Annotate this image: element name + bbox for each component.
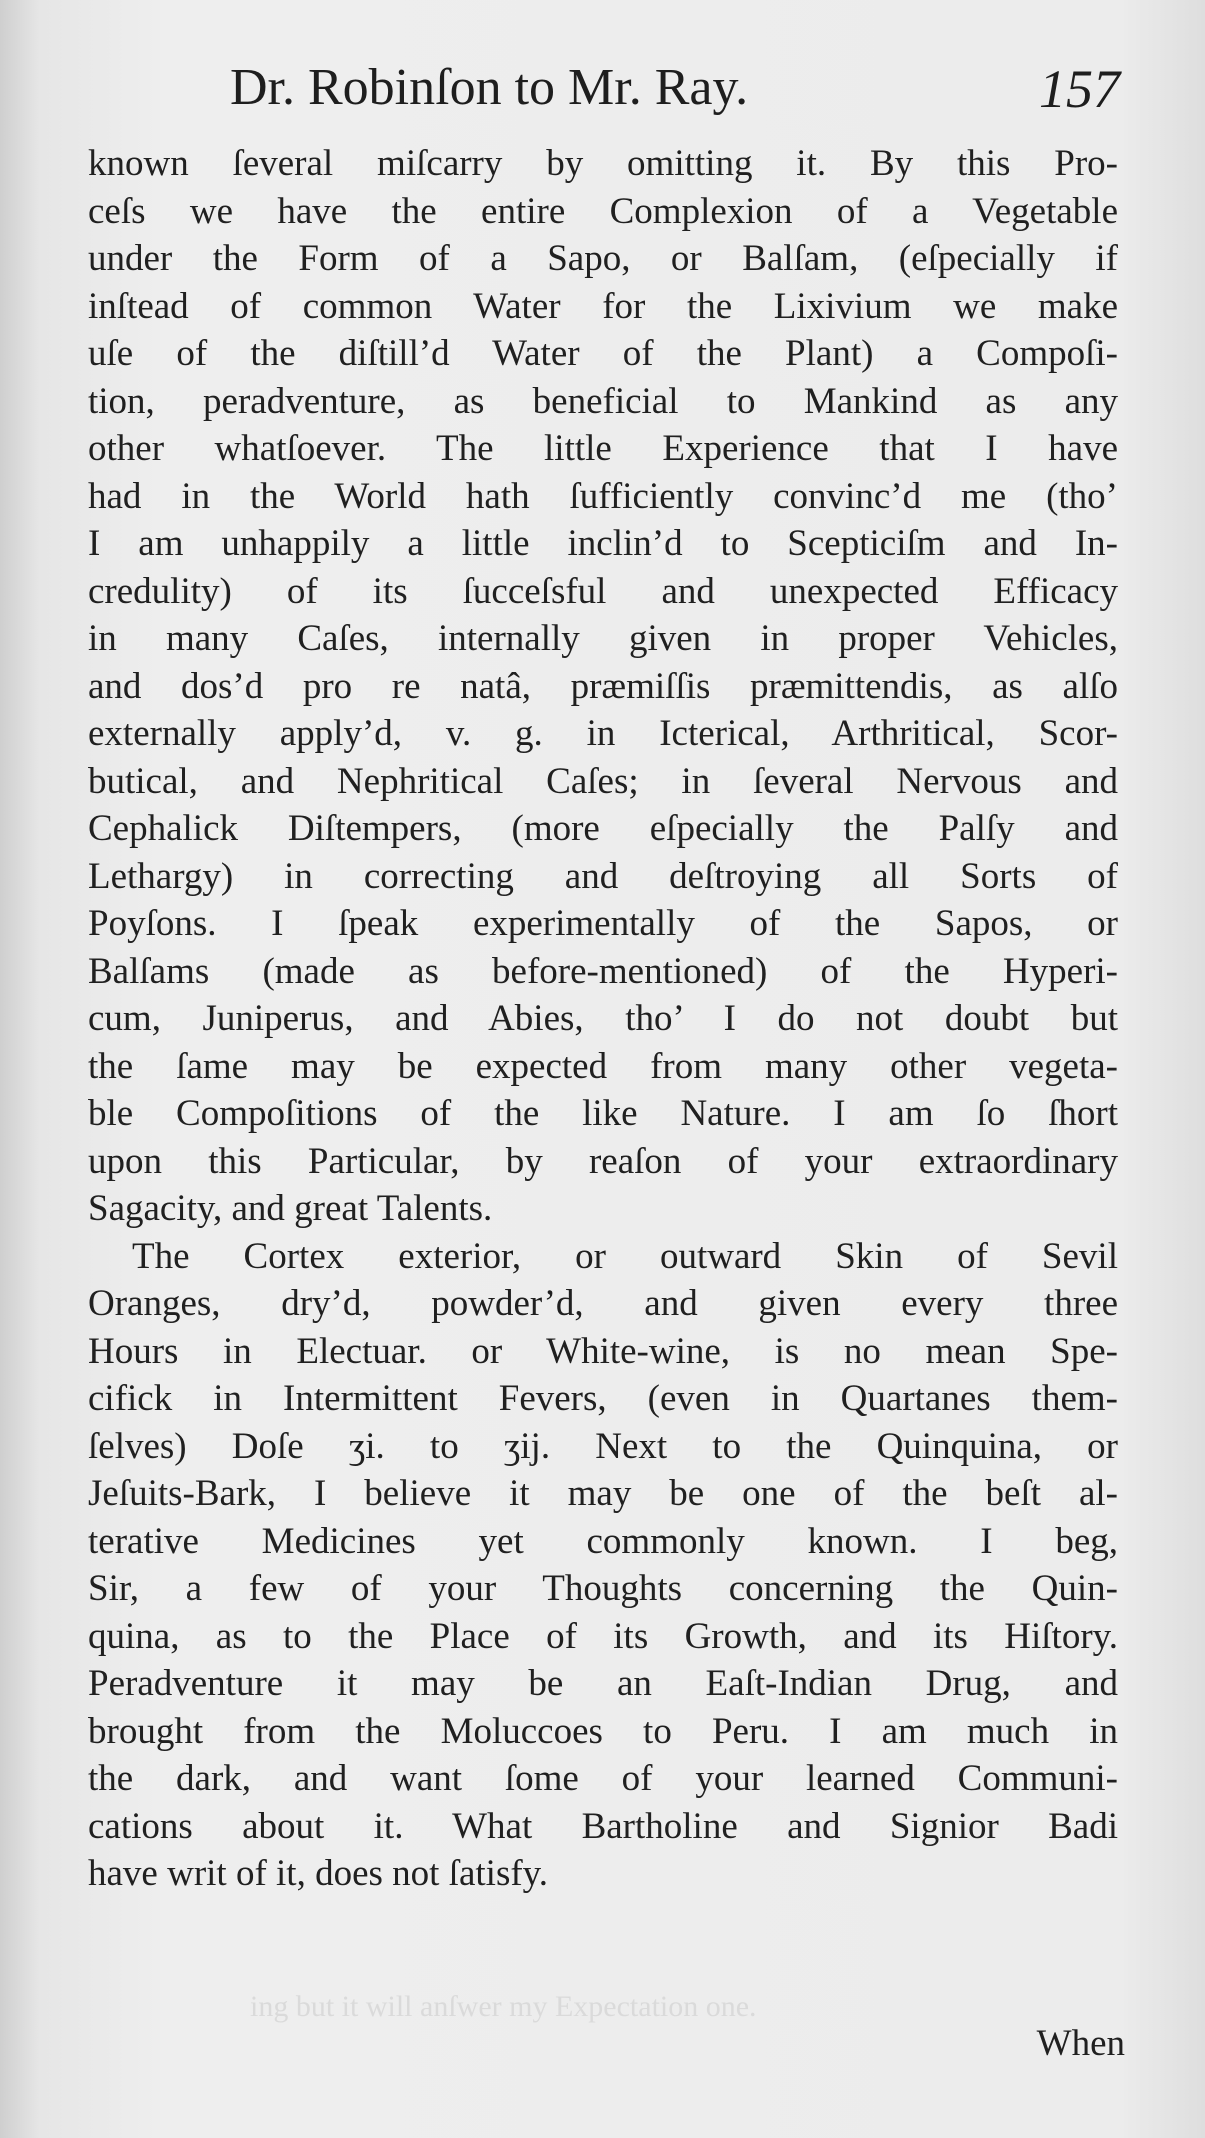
text-line: Poyſons. I ſpeak experimentally of the Sapos, or	[88, 903, 1118, 944]
running-head	[230, 58, 1130, 128]
running-title: Dr. Robinſon to Mr. Ray.	[230, 59, 749, 116]
text-line: other whatſoever. The little Experience that I have	[88, 428, 1118, 469]
text-line: I am unhappily a little inclin’d to Scepticiſm and In-	[88, 523, 1118, 564]
text-line: The Cortex exterior, or outward Skin of Sevil	[132, 1235, 1118, 1277]
text-line: and dos’d pro re natâ, præmiſſis præmittendis, as alſo	[88, 665, 1118, 707]
text-line: Hours in Electuar. or White-wine, is no mean Spe-	[88, 1330, 1118, 1372]
text-line: under the Form of a Sapo, or Balſam, (eſpecially if	[88, 238, 1118, 279]
text-line: butical, and Nephritical Caſes; in ſeveral Nervous and	[88, 760, 1118, 802]
text-line: Oranges, dry’d, powder’d, and given every three	[88, 1283, 1118, 1324]
text-line: Balſams (made as before-mentioned) of the Hyperi-	[88, 950, 1118, 992]
catchword: When	[1036, 2023, 1125, 2064]
text-line: Sir, a few of your Thoughts concerning the Quin-	[88, 1568, 1118, 1609]
text-line: Sagacity, and great Talents.	[88, 1188, 493, 1229]
text-line: cations about it. What Bartholine and Signior Badi	[88, 1805, 1118, 1847]
text-line: Peradventure it may be an Eaſt-Indian Drug, and	[88, 1663, 1118, 1704]
text-line: ſelves) Doſe ʒi. to ʒij. Next to the Quinquina, or	[88, 1425, 1118, 1467]
text-line: in many Caſes, internally given in proper Vehicles,	[88, 618, 1118, 659]
text-line: upon this Particular, by reaſon of your extraordinary	[88, 1140, 1118, 1182]
bleed-through-text: ing but it will anſwer my Expectation one.	[250, 1990, 757, 2023]
text-line: cifick in Intermittent Fevers, (even in Quartanes them-	[88, 1378, 1118, 1419]
text-line: credulity) of its ſucceſsful and unexpected Efficacy	[88, 570, 1118, 612]
text-line: the dark, and want ſome of your learned Communi-	[88, 1758, 1118, 1799]
text-line: Jeſuits-Bark, I believe it may be one of the beſt al-	[88, 1473, 1118, 1514]
text-line: ceſs we have the entire Complexion of a Vegetable	[88, 190, 1118, 232]
text-line: inſtead of common Water for the Lixivium we make	[88, 285, 1118, 327]
text-line: Lethargy) in correcting and deſtroying all Sorts of	[88, 855, 1118, 897]
text-line: quina, as to the Place of its Growth, and its Hiſtory.	[88, 1615, 1118, 1657]
text-line: tion, peradventure, as beneficial to Mankind as any	[88, 380, 1118, 422]
body-text	[88, 140, 1118, 1898]
text-line: known ſeveral miſcarry by omitting it. By this Pro-	[88, 143, 1118, 184]
page-number: 157	[1039, 59, 1120, 119]
text-line: cum, Juniperus, and Abies, tho’ I do not doubt but	[88, 998, 1118, 1039]
text-line: have writ of it, does not ſatisfy.	[88, 1853, 549, 1894]
text-line: had in the World hath ſufficiently convinc’d me (tho’	[88, 475, 1118, 517]
text-line: ble Compoſitions of the like Nature. I am ſo ſhort	[88, 1093, 1118, 1134]
text-line: brought from the Moluccoes to Peru. I am much in	[88, 1710, 1118, 1752]
text-line: the ſame may be expected from many other vegeta-	[88, 1045, 1118, 1087]
text-line: Cephalick Diſtempers, (more eſpecially the Palſy and	[88, 808, 1118, 849]
text-line: externally apply’d, v. g. in Icterical, Arthritical, Scor-	[88, 713, 1118, 754]
text-line: uſe of the diſtill’d Water of the Plant) a Compoſi-	[88, 333, 1118, 374]
text-line: terative Medicines yet commonly known. I beg,	[88, 1520, 1118, 1562]
